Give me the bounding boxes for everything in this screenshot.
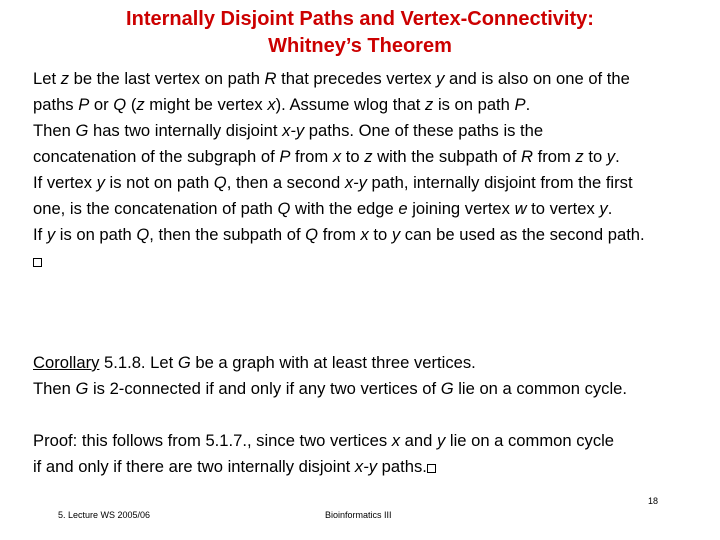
body-line-5: If vertex y is not on path Q, then a second x-y path, internally disjoint from the first [33, 173, 633, 192]
theorem-proof-text [33, 66, 713, 274]
body-line-2: paths P or Q (z might be vertex x). Assume wlog that z is on path P. [33, 95, 531, 114]
title-line-2: Whitney’s Theorem [268, 35, 452, 57]
corollary-text [33, 350, 627, 402]
corollary-label: Corollary [33, 353, 100, 372]
qed-square-icon [427, 464, 436, 473]
page-number: 18 [648, 496, 659, 506]
qed-line [33, 248, 713, 274]
body-line-7: If y is on path Q, then the subpath of Q from x to y can be used as the second path. [33, 225, 645, 244]
body-line-1: Let z be the last vertex on path R that precedes vertex y and is also on one of the [33, 69, 630, 88]
qed-square-icon [33, 258, 42, 267]
footer-lecture: 5. Lecture WS 2005/06 [58, 510, 151, 520]
proof-line-2: if and only if there are two internally disjoint x-y paths. [33, 454, 614, 480]
slide-title [0, 6, 720, 60]
title-line-1: Internally Disjoint Paths and Vertex-Connectivity: [126, 8, 594, 30]
body-line-4: concatenation of the subgraph of P from x to z with the subpath of R from z to y. [33, 147, 620, 166]
corollary-line-1: Corollary 5.1.8. Let G be a graph with at least three vertices. [33, 353, 476, 372]
proof-text [33, 428, 614, 480]
footer-course: Bioinformatics III [325, 510, 392, 520]
corollary-line-2: Then G is 2-connected if and only if any two vertices of G lie on a common cycle. [33, 379, 628, 398]
proof-line-1: Proof: this follows from 5.1.7., since two vertices x and y lie on a common cycle [33, 431, 615, 450]
body-line-6: one, is the concatenation of path Q with the edge e joining vertex w to vertex y. [33, 199, 613, 218]
body-line-3: Then G has two internally disjoint x-y paths. One of these paths is the [33, 121, 544, 140]
